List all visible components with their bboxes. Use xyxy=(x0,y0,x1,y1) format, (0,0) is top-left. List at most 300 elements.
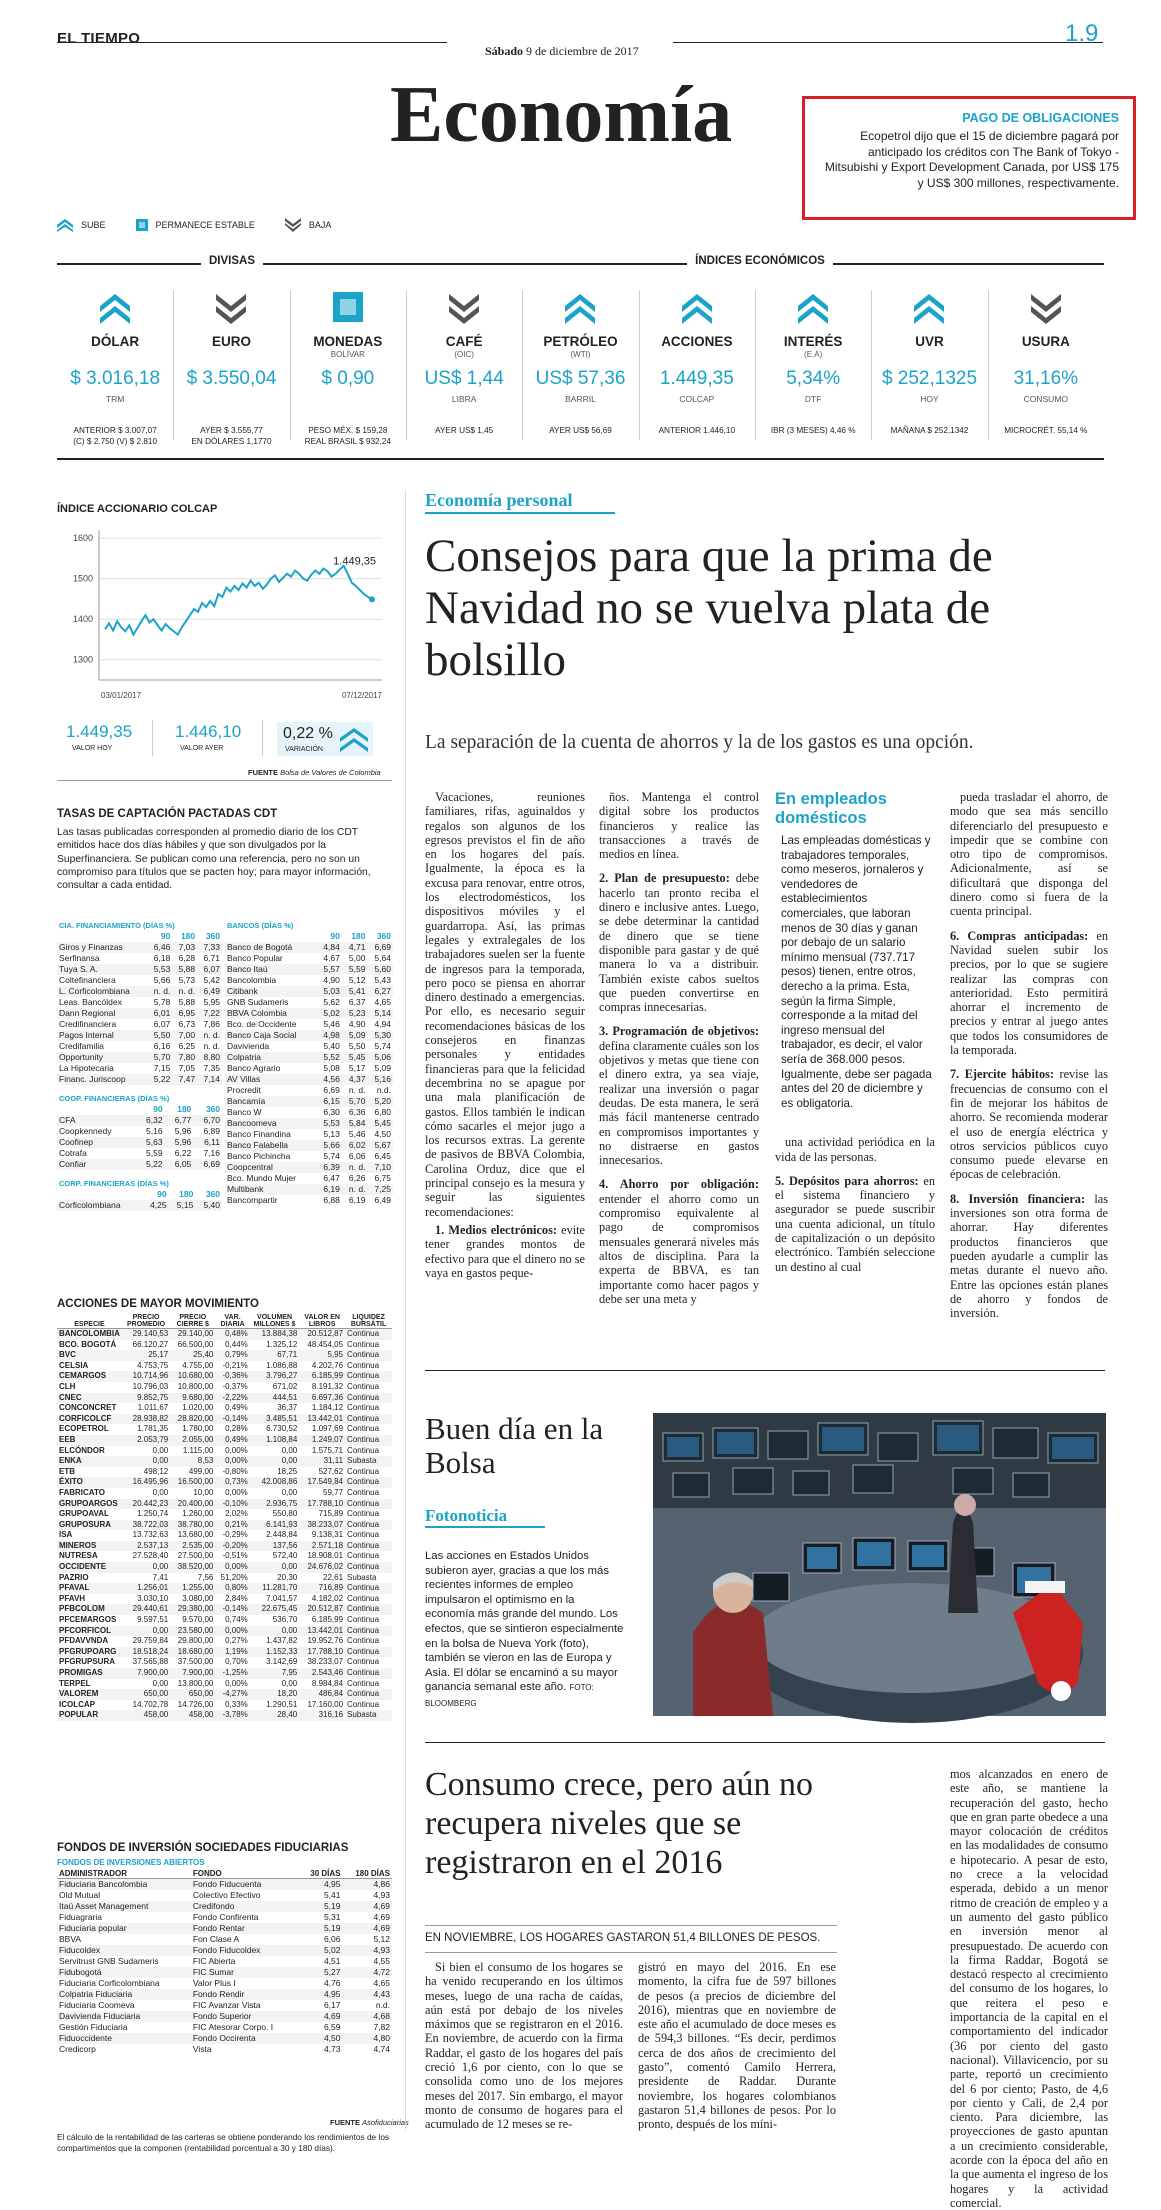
table-row xyxy=(57,1879,392,1891)
cdt-cell: 7,05 xyxy=(178,1063,196,1073)
acciones-cell: 29.140,00 xyxy=(177,1329,214,1338)
acciones-header: LIQUIDEZ BURSÁTIL xyxy=(345,1314,392,1329)
cdt-cell: 6,06 xyxy=(348,1151,366,1161)
acciones-cell: -0,14% xyxy=(222,1413,248,1423)
cdt-cell: Serfinansa xyxy=(59,953,100,963)
table-row xyxy=(57,964,222,975)
cdt-cell: 5,60 xyxy=(374,964,391,974)
fid-cell: 5,31 xyxy=(323,1912,341,1922)
acciones-cell: 13.442,01 xyxy=(307,1413,344,1423)
cdt-cell: Bco. de Occidente xyxy=(227,1019,297,1029)
cdt-cell: 7,33 xyxy=(203,942,220,952)
indicator-foot2: EN DÓLARES 1,1770 xyxy=(191,437,272,446)
acciones-cell: 0,44% xyxy=(225,1339,248,1349)
table-row xyxy=(57,1200,222,1211)
cdt-cell: 5,70 xyxy=(348,1096,366,1106)
acciones-cell: Continua xyxy=(347,1498,380,1508)
cdt-cell: Banco Falabella xyxy=(227,1140,288,1150)
acciones-cell: ICOLCAP xyxy=(59,1699,95,1709)
acciones-cell: 14.702,78 xyxy=(132,1699,169,1709)
cdt-cell: Opportunity xyxy=(59,1052,103,1062)
fid-cell: Valor Plus I xyxy=(192,1978,236,1988)
fid-cell: 4,69 xyxy=(373,1923,390,1933)
cdt-group xyxy=(225,920,393,1206)
cdt-cell: 4,25 xyxy=(150,1200,167,1210)
acciones-cell: 7.900,00 xyxy=(137,1668,169,1677)
up-arrow-icon xyxy=(100,292,130,326)
acciones-cell: 1,19% xyxy=(225,1646,248,1656)
acciones-cell: OCCIDENTE xyxy=(59,1562,107,1572)
cdt-cell: 5,50 xyxy=(153,1030,171,1040)
acciones-cell: ETB xyxy=(59,1466,75,1476)
acciones-cell: -0,36% xyxy=(222,1371,248,1381)
cdt-day-header: 90 xyxy=(330,931,340,941)
cdt-cell: 6,47 xyxy=(323,1173,340,1183)
cdt-cell: Coofinep xyxy=(59,1137,94,1147)
cdt-cell: 5,16 xyxy=(374,1074,391,1084)
indicator-foot2: (C) $ 2.750 (V) $ 2.810 xyxy=(73,437,158,446)
cdt-cell: 7,80 xyxy=(178,1052,196,1062)
table-row xyxy=(225,1096,393,1107)
fid-cell: Fondo Fiducuenta xyxy=(192,1879,262,1889)
acciones-cell: 18.680,00 xyxy=(177,1646,214,1656)
fid-cell: Fon Clase A xyxy=(192,1934,240,1944)
cdt-group xyxy=(57,1178,222,1211)
cdt-cell: 5,20 xyxy=(374,1096,391,1106)
acciones-cell: 0,00 xyxy=(281,1487,298,1497)
acciones-cell: 20.400,00 xyxy=(177,1498,214,1508)
fid-cell: 4,69 xyxy=(373,1901,390,1911)
acciones-cell: 6.185,99 xyxy=(311,1615,344,1625)
table-row xyxy=(57,1647,392,1658)
acciones-cell: PFDAVVNDA xyxy=(59,1636,109,1646)
cdt-cell: n.d. xyxy=(376,1085,391,1095)
cdt-cell: 6,02 xyxy=(348,1140,366,1150)
cdt-cell: 7,25 xyxy=(374,1184,391,1194)
fid-cell: 6,59 xyxy=(323,2022,341,2032)
acciones-cell: 20,30 xyxy=(277,1572,298,1582)
indicator-uvr xyxy=(871,280,987,452)
table-row xyxy=(57,1551,392,1562)
acciones-table xyxy=(57,1314,392,1721)
acciones-cell: 0,70% xyxy=(225,1657,248,1667)
acciones-cell: Continua xyxy=(347,1350,380,1360)
acciones-cell: 0,00% xyxy=(225,1445,248,1455)
acciones-cell: 4.753,75 xyxy=(137,1360,169,1370)
acciones-cell: GRUPOSURA xyxy=(59,1519,112,1529)
cdt-cell: 5,46 xyxy=(323,1019,340,1029)
cdt-cell: 4,71 xyxy=(348,942,366,952)
article1-col3-c: en el sistema financiero y asegurador se puede suscribir una cuenta adicional, un título de capitalización o un depósito electrónico. También seleccione un destino al cual xyxy=(775,1173,935,1274)
article1-headline: Consejos para que la prima de Navidad no se vuelva plata de bolsillo xyxy=(425,530,993,686)
acciones-cell: BVC xyxy=(59,1350,76,1360)
colcap-yesterday-label: VALOR AYER xyxy=(180,745,224,752)
cdt-cell: Citibank xyxy=(227,986,258,996)
table-row xyxy=(57,953,222,964)
acciones-cell: 527,62 xyxy=(318,1466,344,1476)
acciones-cell: 458,00 xyxy=(143,1710,169,1720)
article1-col4 xyxy=(950,790,1108,1320)
fid-cell: Gestión Fiduciaria xyxy=(59,2022,128,2032)
cdt-cell: 5,50 xyxy=(348,1041,366,1051)
stable-square-icon xyxy=(136,219,148,231)
cdt-cell: 4,94 xyxy=(374,1019,391,1029)
cdt-cell: 5,74 xyxy=(374,1041,391,1051)
indicator-value: US$ 1,44 xyxy=(424,368,504,389)
notice-box xyxy=(802,96,1136,220)
cdt-day-header: 180 xyxy=(177,1104,192,1114)
page-number: 1.9 xyxy=(1065,20,1099,47)
fid-cell: 6,06 xyxy=(323,1934,341,1944)
cdt-cell: 6,49 xyxy=(374,1195,391,1205)
fid-cell: Itaú Asset Management xyxy=(59,1901,149,1911)
cdt-day-header xyxy=(225,931,316,942)
acciones-cell: CEMARGOS xyxy=(59,1371,107,1381)
acciones-cell: Continua xyxy=(347,1466,380,1476)
cdt-day-header: 90 xyxy=(153,1104,163,1114)
cdt-cell: 6,15 xyxy=(323,1096,340,1106)
acciones-cell: Continua xyxy=(347,1668,380,1677)
cdt-group-title: BANCOS (DÍAS %) xyxy=(227,921,294,930)
fid-cell: Fiduciaria popular xyxy=(59,1923,127,1933)
fid-cell: 5,27 xyxy=(323,1967,341,1977)
fid-cell: 4,95 xyxy=(323,1879,341,1889)
acciones-cell: 38.520,00 xyxy=(177,1562,214,1572)
acciones-cell: 29.140,53 xyxy=(132,1329,169,1338)
acciones-cell: 0,00 xyxy=(281,1445,298,1455)
acciones-cell: 10,00 xyxy=(193,1487,214,1497)
acciones-cell: 498,12 xyxy=(143,1466,169,1476)
cdt-cell: Dann Regional xyxy=(59,1008,116,1018)
indicators-strip xyxy=(57,280,1104,452)
table-row xyxy=(225,975,393,986)
acciones-cell: Continua xyxy=(347,1424,380,1434)
cdt-cell: 4,65 xyxy=(374,997,391,1007)
legend-down: BAJA xyxy=(308,220,332,230)
table-row xyxy=(225,1184,393,1195)
acciones-cell: 51,20% xyxy=(220,1572,248,1582)
acciones-cell: 0,00 xyxy=(281,1562,298,1572)
cdt-cell: Banco Agrario xyxy=(227,1063,281,1073)
acciones-cell: 37.500,00 xyxy=(177,1657,214,1667)
indicator-foot: AYER US$ 1,45 xyxy=(435,426,494,435)
article1-box-text: Las empleadas domésticas y trabajadores temporales, como meseros, jornaleros y vendedores de establecimientos comerciales, que laboran menos de 30 días y ganan por debajo de un salario mínimo mensual (737.717 pesos) tienen, entre otros, derecho a la prima. Esta, según la firma Simple, corresponde a la mitad del ingreso mensual del trabajador, es decir, el valor sería de 368.000 pesos. Igualmente, debe ser pagada antes del 20 de diciembre y es obligatoria. xyxy=(781,834,932,1110)
cdt-cell: 6,70 xyxy=(203,1115,220,1125)
acciones-cell: 1.086,88 xyxy=(266,1360,298,1370)
section-title: Economía xyxy=(390,71,733,159)
fid-cell: 5,19 xyxy=(323,1923,341,1933)
cdt-cell: Giros y Finanzas xyxy=(59,942,123,952)
acciones-cell: 16.495,96 xyxy=(132,1477,169,1487)
acciones-cell: PFCEMARGOS xyxy=(59,1615,117,1625)
x-start-label: 03/01/2017 xyxy=(101,691,142,700)
indicator-unit: LIBRA xyxy=(451,394,477,404)
acciones-cell: 2.535,00 xyxy=(182,1540,214,1550)
brand: EL TIEMPO xyxy=(57,30,141,47)
indicator-acciones xyxy=(639,280,755,452)
fid-cell: Fiducoldex xyxy=(59,1945,101,1955)
cdt-cell: 4,56 xyxy=(323,1074,340,1084)
cdt-cell: 5,00 xyxy=(348,953,366,963)
table-row xyxy=(225,1085,393,1096)
acciones-cell: 66.120,27 xyxy=(132,1339,169,1349)
cdt-cell: 6,80 xyxy=(374,1107,391,1117)
acciones-cell: PFGRUPOARG xyxy=(59,1646,117,1656)
acciones-cell: 18,20 xyxy=(277,1689,298,1699)
cdt-cell: 5,41 xyxy=(348,986,366,996)
cdt-cell: Banco Pichincha xyxy=(227,1151,291,1161)
cdt-cell: 5,14 xyxy=(374,1008,391,1018)
acciones-cell: Continua xyxy=(347,1646,380,1656)
table-row xyxy=(57,1636,392,1647)
indicator-petr-leo xyxy=(522,280,638,452)
acciones-cell: 7,95 xyxy=(281,1668,298,1677)
acciones-cell: ÉXITO xyxy=(59,1477,83,1487)
table-row xyxy=(57,1414,392,1425)
acciones-cell: 137,56 xyxy=(272,1540,298,1550)
fid-header: FONDO xyxy=(191,1869,299,1879)
table-row xyxy=(57,2000,392,2011)
table-row xyxy=(225,1162,393,1173)
article2-col1-text: Si bien el consumo de los hogares se ha venido recuperando en los últimos meses, luego de una racha de caídas, aún está por debajo de los niveles máximos que se registraron en el 2016. En noviembre, de acuerdo con la firma Raddar, el gasto de los hogares del país creció 1,6 por ciento, con lo que se consolida como uno de los mejores meses del 2017. Sin embargo, el mayor monto de consumo de hogares para el acumulado de 12 meses se re- xyxy=(425,1960,623,2132)
article2-col3-text: mos alcanzados en enero de este año, se mantiene la recuperación del gasto, hecho que en gran parte obedece a una mayor colocación de créditos en las modalidades de consumo e hipotecario. A pesar de esto, no crece a la velocidad esperada, debido a un menor ritmo de creación de empleo y a un aumento del gasto público en inversión menor al presupuestado. De acuerdo con la firma Raddar, Bogotá se destacó respecto al crecimiento del consumo de los hogares, lo que reitera el peso e importancia de la capital en el comportamiento del indicador (36 por ciento del gasto nacional). Villavicencio, por su parte, reportó un crecimiento del 6 por ciento; Pasto, de 4,6 por ciento y Cali, de 2,4 por ciento. Para diciembre, las proyecciones de gasto apuntan a un crecimiento considerable, acorde con la época del año en la que aumenta el ingreso de los hogares y la actividad comercial. xyxy=(950,1767,1108,2210)
cdt-cell: Cotrafa xyxy=(59,1148,87,1158)
cdt-cell: 5,67 xyxy=(374,1140,391,1150)
acciones-cell: Continua xyxy=(347,1699,380,1709)
article2-col2 xyxy=(638,1960,836,2132)
table-row xyxy=(57,1340,392,1351)
acciones-cell: -0,20% xyxy=(222,1540,248,1550)
group-divisas xyxy=(57,255,407,267)
acciones-cell: 66.500,00 xyxy=(177,1339,214,1349)
acciones-cell: 9.570,00 xyxy=(182,1615,214,1625)
acciones-cell: 9.597,51 xyxy=(137,1615,169,1625)
fid-cell: Fiduagraria xyxy=(59,1912,102,1922)
cdt-cell: n. d. xyxy=(178,986,196,996)
acciones-cell: 13.800,00 xyxy=(177,1678,214,1688)
table-row xyxy=(225,1063,393,1074)
fid-cell: 4,74 xyxy=(373,2044,390,2054)
cdt-cell: Procredit xyxy=(227,1085,262,1095)
acciones-cell: -0,21% xyxy=(222,1360,248,1370)
cdt-cell: 5,88 xyxy=(178,997,196,1007)
acciones-cell: VALOREM xyxy=(59,1689,99,1699)
up-arrow-icon xyxy=(340,726,368,752)
acciones-cell: 31,11 xyxy=(323,1456,344,1466)
article1-col2-d: entender el ahorro como un compromiso equivalente al pago de compromisos mensuales generará niveles más altos de disciplina. Para la experta de BBVA, es tan importante como hacer pagos y debe ser una meta y xyxy=(599,1191,759,1306)
cdt-cell: 5,64 xyxy=(374,953,391,963)
acciones-cell: CORFICOLCF xyxy=(59,1413,112,1423)
fid-cell: Fondo Superior xyxy=(192,2011,252,2021)
table-row xyxy=(225,1074,393,1085)
acciones-cell: 650,00 xyxy=(188,1689,214,1699)
acciones-cell: 28,40 xyxy=(277,1710,298,1720)
cdt-day-header: 180 xyxy=(180,931,196,941)
cdt-cell: 6,01 xyxy=(153,1008,171,1018)
table-row xyxy=(57,1488,392,1499)
fid-cell: Fiduciaria Bancolombia xyxy=(59,1879,148,1889)
cdt-cell: 6,19 xyxy=(323,1184,340,1194)
acciones-cell: BANCOLOMBIA xyxy=(59,1329,120,1338)
acciones-cell: 458,00 xyxy=(188,1710,214,1720)
acciones-cell: 0,48% xyxy=(225,1329,248,1338)
acciones-cell: -0,80% xyxy=(222,1466,248,1476)
cdt-right-column xyxy=(225,920,393,1206)
acciones-cell: 536,70 xyxy=(272,1615,298,1625)
page-date xyxy=(485,44,639,59)
acciones-cell: 2.936,75 xyxy=(266,1498,298,1508)
table-row xyxy=(225,1030,393,1041)
acciones-cell: 550,80 xyxy=(272,1509,298,1519)
cdt-cell: n. d. xyxy=(348,1085,366,1095)
table-row xyxy=(57,1126,222,1137)
down-arrow-icon xyxy=(216,292,246,326)
fid-cell: BBVA xyxy=(59,1934,82,1944)
cdt-cell: 5,42 xyxy=(203,975,220,985)
cdt-cell: 6,69 xyxy=(203,1159,220,1169)
cdt-cell: CFA xyxy=(59,1115,76,1125)
article1-sub6: 6. Compras anticipadas: xyxy=(950,928,1089,943)
acciones-cell: 19.952,76 xyxy=(307,1636,344,1646)
fid-cell: 4,50 xyxy=(323,2033,341,2043)
acciones-cell: Subasta xyxy=(347,1456,377,1466)
cdt-day-header: 360 xyxy=(205,1104,220,1114)
cdt-cell: Confiar xyxy=(59,1159,87,1169)
cdt-cell: La Hipotecaria xyxy=(59,1063,114,1073)
table-row xyxy=(57,1530,392,1541)
table-row xyxy=(57,1467,392,1478)
cdt-cell: 8,80 xyxy=(203,1052,220,1062)
acciones-cell: 18.518,24 xyxy=(132,1646,169,1656)
acciones-cell: 0,28% xyxy=(225,1424,248,1434)
acciones-cell: 2.543,46 xyxy=(311,1668,344,1677)
colcap-today: 1.449,35 xyxy=(66,722,133,741)
cdt-cell: 5,45 xyxy=(348,1052,366,1062)
acciones-cell: CONCONCRET xyxy=(59,1403,117,1413)
fid-cell: Fiduciaria Coomeva xyxy=(59,2000,135,2010)
table-row xyxy=(57,1371,392,1382)
acciones-cell: 6.697,36 xyxy=(311,1392,344,1402)
acciones-cell: 10.800,00 xyxy=(177,1381,214,1391)
indicator-value: $ 3.550,04 xyxy=(186,368,277,389)
table-row xyxy=(57,1477,392,1488)
colcap-variation: 0,22 % xyxy=(283,725,333,742)
acciones-cell: Continua xyxy=(347,1583,380,1593)
indicator-sub: (OIC) xyxy=(454,350,474,359)
acciones-cell: 13.732,63 xyxy=(132,1530,169,1540)
acciones-cell: TERPEL xyxy=(59,1678,91,1688)
acciones-cell: -1,25% xyxy=(222,1668,248,1677)
acciones-cell: 0,00 xyxy=(152,1445,169,1455)
cdt-cell: Banco Popular xyxy=(227,953,283,963)
cdt-cell: 5,23 xyxy=(348,1008,366,1018)
cdt-cell: Credifamilia xyxy=(59,1041,104,1051)
up-arrow-icon xyxy=(914,292,944,326)
acciones-cell: ENKA xyxy=(59,1456,82,1466)
article1-sub4: 4. Ahorro por obligación: xyxy=(599,1177,759,1192)
last-value-label: 1.449,35 xyxy=(333,555,376,568)
fid-cell: Credifondo xyxy=(192,1901,235,1911)
table-row xyxy=(57,1689,392,1700)
indicator-d-lar xyxy=(57,280,173,452)
article2-deck: EN NOVIEMBRE, LOS HOGARES GASTARON 51,4 BILLONES DE PESOS. xyxy=(425,1932,821,1944)
cdt-cell: 6,77 xyxy=(174,1115,192,1125)
indicator-value: $ 252,1325 xyxy=(881,368,978,389)
table-row xyxy=(57,1030,222,1041)
article1-col4-b: en Navidad suelen subir los precios, por lo que se sugiere realizar las compras con anterioridad. Esto permitirá ahorrar el incremento de precios y entrar al juego antes que todos los consumidores de la temporada. xyxy=(950,928,1109,1058)
acciones-cell: 0,00% xyxy=(225,1678,248,1688)
acciones-cell: Continua xyxy=(347,1487,380,1497)
indicator-caf- xyxy=(406,280,522,452)
acciones-cell: 0,49% xyxy=(225,1434,248,1444)
table-row xyxy=(225,1151,393,1162)
acciones-cell: 27.528,40 xyxy=(132,1551,169,1561)
cdt-cell: n. d. xyxy=(203,1041,220,1051)
table-row xyxy=(57,1967,392,1978)
acciones-cell: 4.182,02 xyxy=(311,1593,344,1603)
acciones-cell: 38.233,07 xyxy=(307,1519,344,1529)
indicator-name: USURA xyxy=(1021,334,1070,349)
acciones-cell: 486,84 xyxy=(318,1689,344,1699)
cdt-cell: 7,35 xyxy=(203,1063,220,1073)
acciones-cell: 499,00 xyxy=(188,1466,214,1476)
indicator-unit: COLCAP xyxy=(679,394,715,404)
acciones-cell: Continua xyxy=(347,1604,380,1614)
cdt-cell: Tuya S. A. xyxy=(59,964,98,974)
acciones-cell: Continua xyxy=(347,1540,380,1550)
indicator-name: ACCIONES xyxy=(661,334,733,349)
indicator-value: 1.449,35 xyxy=(659,368,734,389)
acciones-cell: 13.884,38 xyxy=(261,1329,298,1338)
acciones-cell: Continua xyxy=(347,1689,380,1699)
acciones-cell: 2.448,84 xyxy=(266,1530,298,1540)
article1-deck: La separación de la cuenta de ahorros y la de los gastos es una opción. xyxy=(425,732,974,753)
acciones-header: PRECIO CIERRE $ xyxy=(170,1314,215,1329)
cdt-cell: Bco. Mundo Mujer xyxy=(227,1173,296,1183)
cdt-cell: 6,11 xyxy=(204,1137,220,1147)
fid-cell: Servitrust GNB Sudameris xyxy=(59,1956,159,1966)
article1-col4-d: las inversiones son otra forma de ahorrar. Hay diferentes productos financieros que pueden ayudarle a cumplir las metas durante el nuevo año. Entre las opciones están planes de ahorro y fondos de inversión. xyxy=(950,1191,1109,1321)
cdt-cell: 5,08 xyxy=(323,1063,340,1073)
article1-col2-a: ños. Mantenga el control digital sobre los productos financieros y realice las transacciones a través de medios en línea. xyxy=(599,790,759,862)
cdt-cell: 6,39 xyxy=(323,1162,340,1172)
fid-cell: 4,86 xyxy=(373,1879,390,1889)
cdt-cell: 6,71 xyxy=(203,953,220,963)
table-row xyxy=(225,997,393,1008)
cdt-cell: Banco de Bogotá xyxy=(227,942,293,952)
acciones-cell: 7.041,57 xyxy=(266,1593,298,1603)
table-row xyxy=(57,1912,392,1923)
indicator-unit: CONSUMO xyxy=(1023,394,1069,404)
acciones-cell: 8,53 xyxy=(197,1456,214,1466)
cdt-cell: 5,09 xyxy=(348,1030,366,1040)
indicator-name: CAFÉ xyxy=(445,334,483,349)
acciones-cell: Continua xyxy=(347,1519,380,1529)
cdt-group-title: COOP. FINANCIERAS (DÍAS %) xyxy=(59,1094,170,1103)
acciones-cell: 10.680,00 xyxy=(177,1371,214,1381)
fid-cell: 4,69 xyxy=(373,1912,390,1922)
acciones-cell: -2,22% xyxy=(222,1392,248,1402)
table-row xyxy=(57,1934,392,1945)
table-row xyxy=(57,1074,222,1085)
trading-floor-photo xyxy=(653,1413,1106,1716)
table-row xyxy=(57,1008,222,1019)
acciones-cell: POPULAR xyxy=(59,1710,99,1720)
cdt-cell: 7,47 xyxy=(178,1074,196,1084)
acciones-cell: Continua xyxy=(347,1615,380,1625)
notice-title: PAGO DE OBLIGACIONES xyxy=(962,111,1119,125)
table-row xyxy=(57,1923,392,1934)
